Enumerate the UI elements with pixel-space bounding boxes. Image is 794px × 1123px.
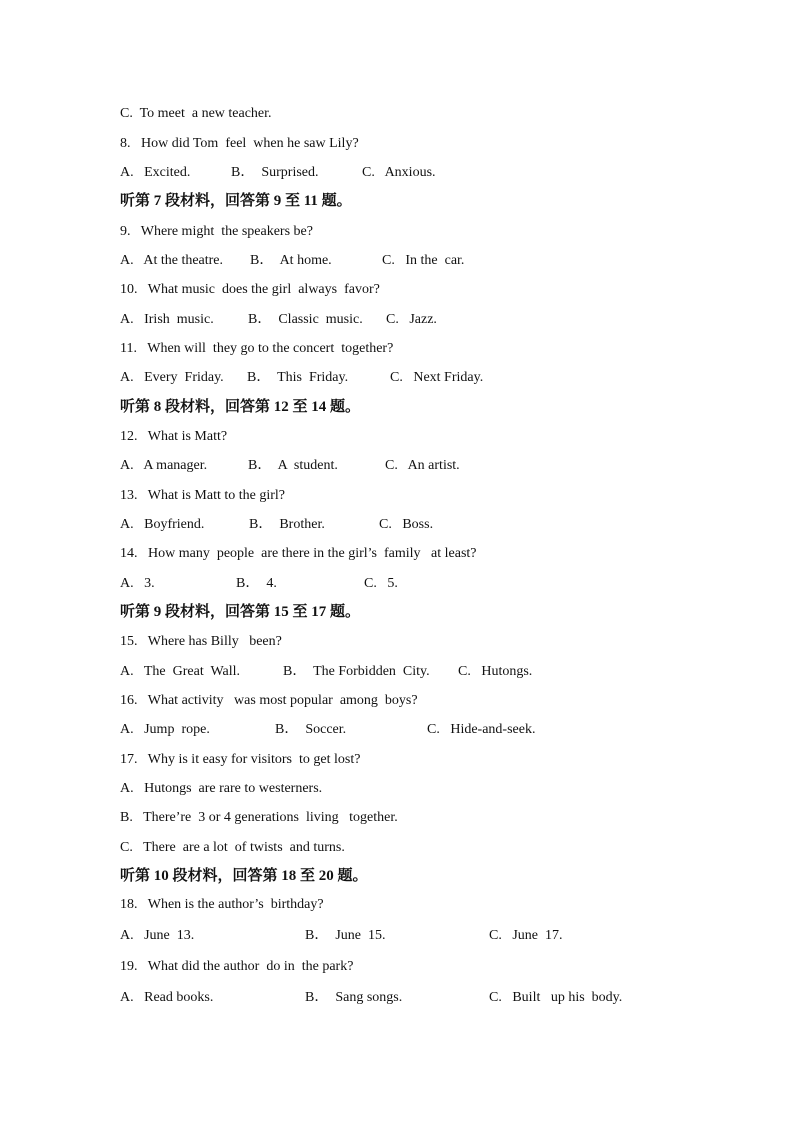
answer-option: B． Sang songs. — [305, 990, 403, 1005]
answer-option: B． At home. — [250, 253, 332, 268]
answer-options-row — [0, 457, 794, 475]
answer-option: C. An artist. — [385, 458, 460, 473]
question-line: 13. What is Matt to the girl? — [120, 488, 285, 503]
answer-option: C. Hide-and-seek. — [427, 722, 536, 737]
answer-option: B． This Friday. — [247, 370, 349, 385]
question-line: 12. What is Matt? — [120, 429, 228, 444]
question-line: 17. Why is it easy for visitors to get lost? — [120, 752, 361, 767]
question-line: 19. What did the author do in the park? — [120, 959, 354, 974]
answer-options-row — [0, 369, 794, 387]
question-line: 18. When is the author’s birthday? — [120, 897, 324, 912]
question-line: 15. Where has Billy been? — [120, 634, 282, 649]
answer-options-row — [0, 989, 794, 1007]
answer-option: B． June 15. — [305, 928, 386, 943]
answer-option: B． Soccer. — [275, 722, 347, 737]
question-line: 16. What activity was most popular among boys? — [120, 693, 418, 708]
answer-options-row — [0, 164, 794, 182]
answer-options-row — [0, 311, 794, 329]
answer-option: A. The Great Wall. — [120, 664, 241, 679]
answer-options-row — [0, 575, 794, 593]
answer-option: B． A student. — [248, 458, 338, 473]
answer-options-row — [0, 663, 794, 681]
section-heading: 听第 10 段材料，回答第 18 至 20 题。 — [120, 868, 368, 884]
question-line: 14. How many people are there in the girl’s family at least? — [120, 546, 477, 561]
answer-option: C. Hutongs. — [458, 664, 533, 679]
question-line: 8. How did Tom feel when he saw Lily? — [120, 136, 359, 151]
answer-option: B． Classic music. — [248, 312, 363, 327]
answer-options-row — [0, 721, 794, 739]
question-line: B. There’re 3 or 4 generations living together. — [120, 810, 398, 825]
answer-option: C. Built up his body. — [489, 990, 623, 1005]
section-heading: 听第 9 段材料，回答第 15 至 17 题。 — [120, 604, 361, 620]
answer-option: C. In the car. — [382, 253, 465, 268]
answer-option: B． The Forbidden City. — [283, 664, 430, 679]
answer-option: A. Boyfriend. — [120, 517, 205, 532]
answer-option: C. Boss. — [379, 517, 434, 532]
question-line: 11. When will they go to the concert together? — [120, 341, 394, 356]
answer-options-row — [0, 927, 794, 945]
answer-option: C. Anxious. — [362, 165, 436, 180]
answer-option: A. At the theatre. — [120, 253, 224, 268]
answer-option: C. June 17. — [489, 928, 563, 943]
answer-option: A. Irish music. — [120, 312, 214, 327]
answer-option: A. Every Friday. — [120, 370, 224, 385]
answer-option: C. 5. — [364, 576, 398, 591]
answer-option: A. A manager. — [120, 458, 208, 473]
answer-option: A. June 13. — [120, 928, 195, 943]
answer-option: B． 4. — [236, 576, 277, 591]
answer-option: A. Read books. — [120, 990, 214, 1005]
section-heading: 听第 8 段材料，回答第 12 至 14 题。 — [120, 399, 361, 415]
question-line: 10. What music does the girl always favor? — [120, 282, 380, 297]
answer-options-row — [0, 516, 794, 534]
answer-option: C. Next Friday. — [390, 370, 484, 385]
answer-option: A. Excited. — [120, 165, 191, 180]
answer-options-row — [0, 252, 794, 270]
answer-option: B． Brother. — [249, 517, 325, 532]
section-heading: 听第 7 段材料，回答第 9 至 11 题。 — [120, 193, 352, 209]
question-line: C. There are a lot of twists and turns. — [120, 840, 345, 855]
question-line: A. Hutongs are rare to westerners. — [120, 781, 323, 796]
answer-option: A. 3. — [120, 576, 155, 591]
answer-option: A. Jump rope. — [120, 722, 210, 737]
answer-option: B． Surprised. — [231, 165, 319, 180]
answer-option: C. Jazz. — [386, 312, 437, 327]
question-line: C. To meet a new teacher. — [120, 106, 272, 121]
question-line: 9. Where might the speakers be? — [120, 224, 313, 239]
